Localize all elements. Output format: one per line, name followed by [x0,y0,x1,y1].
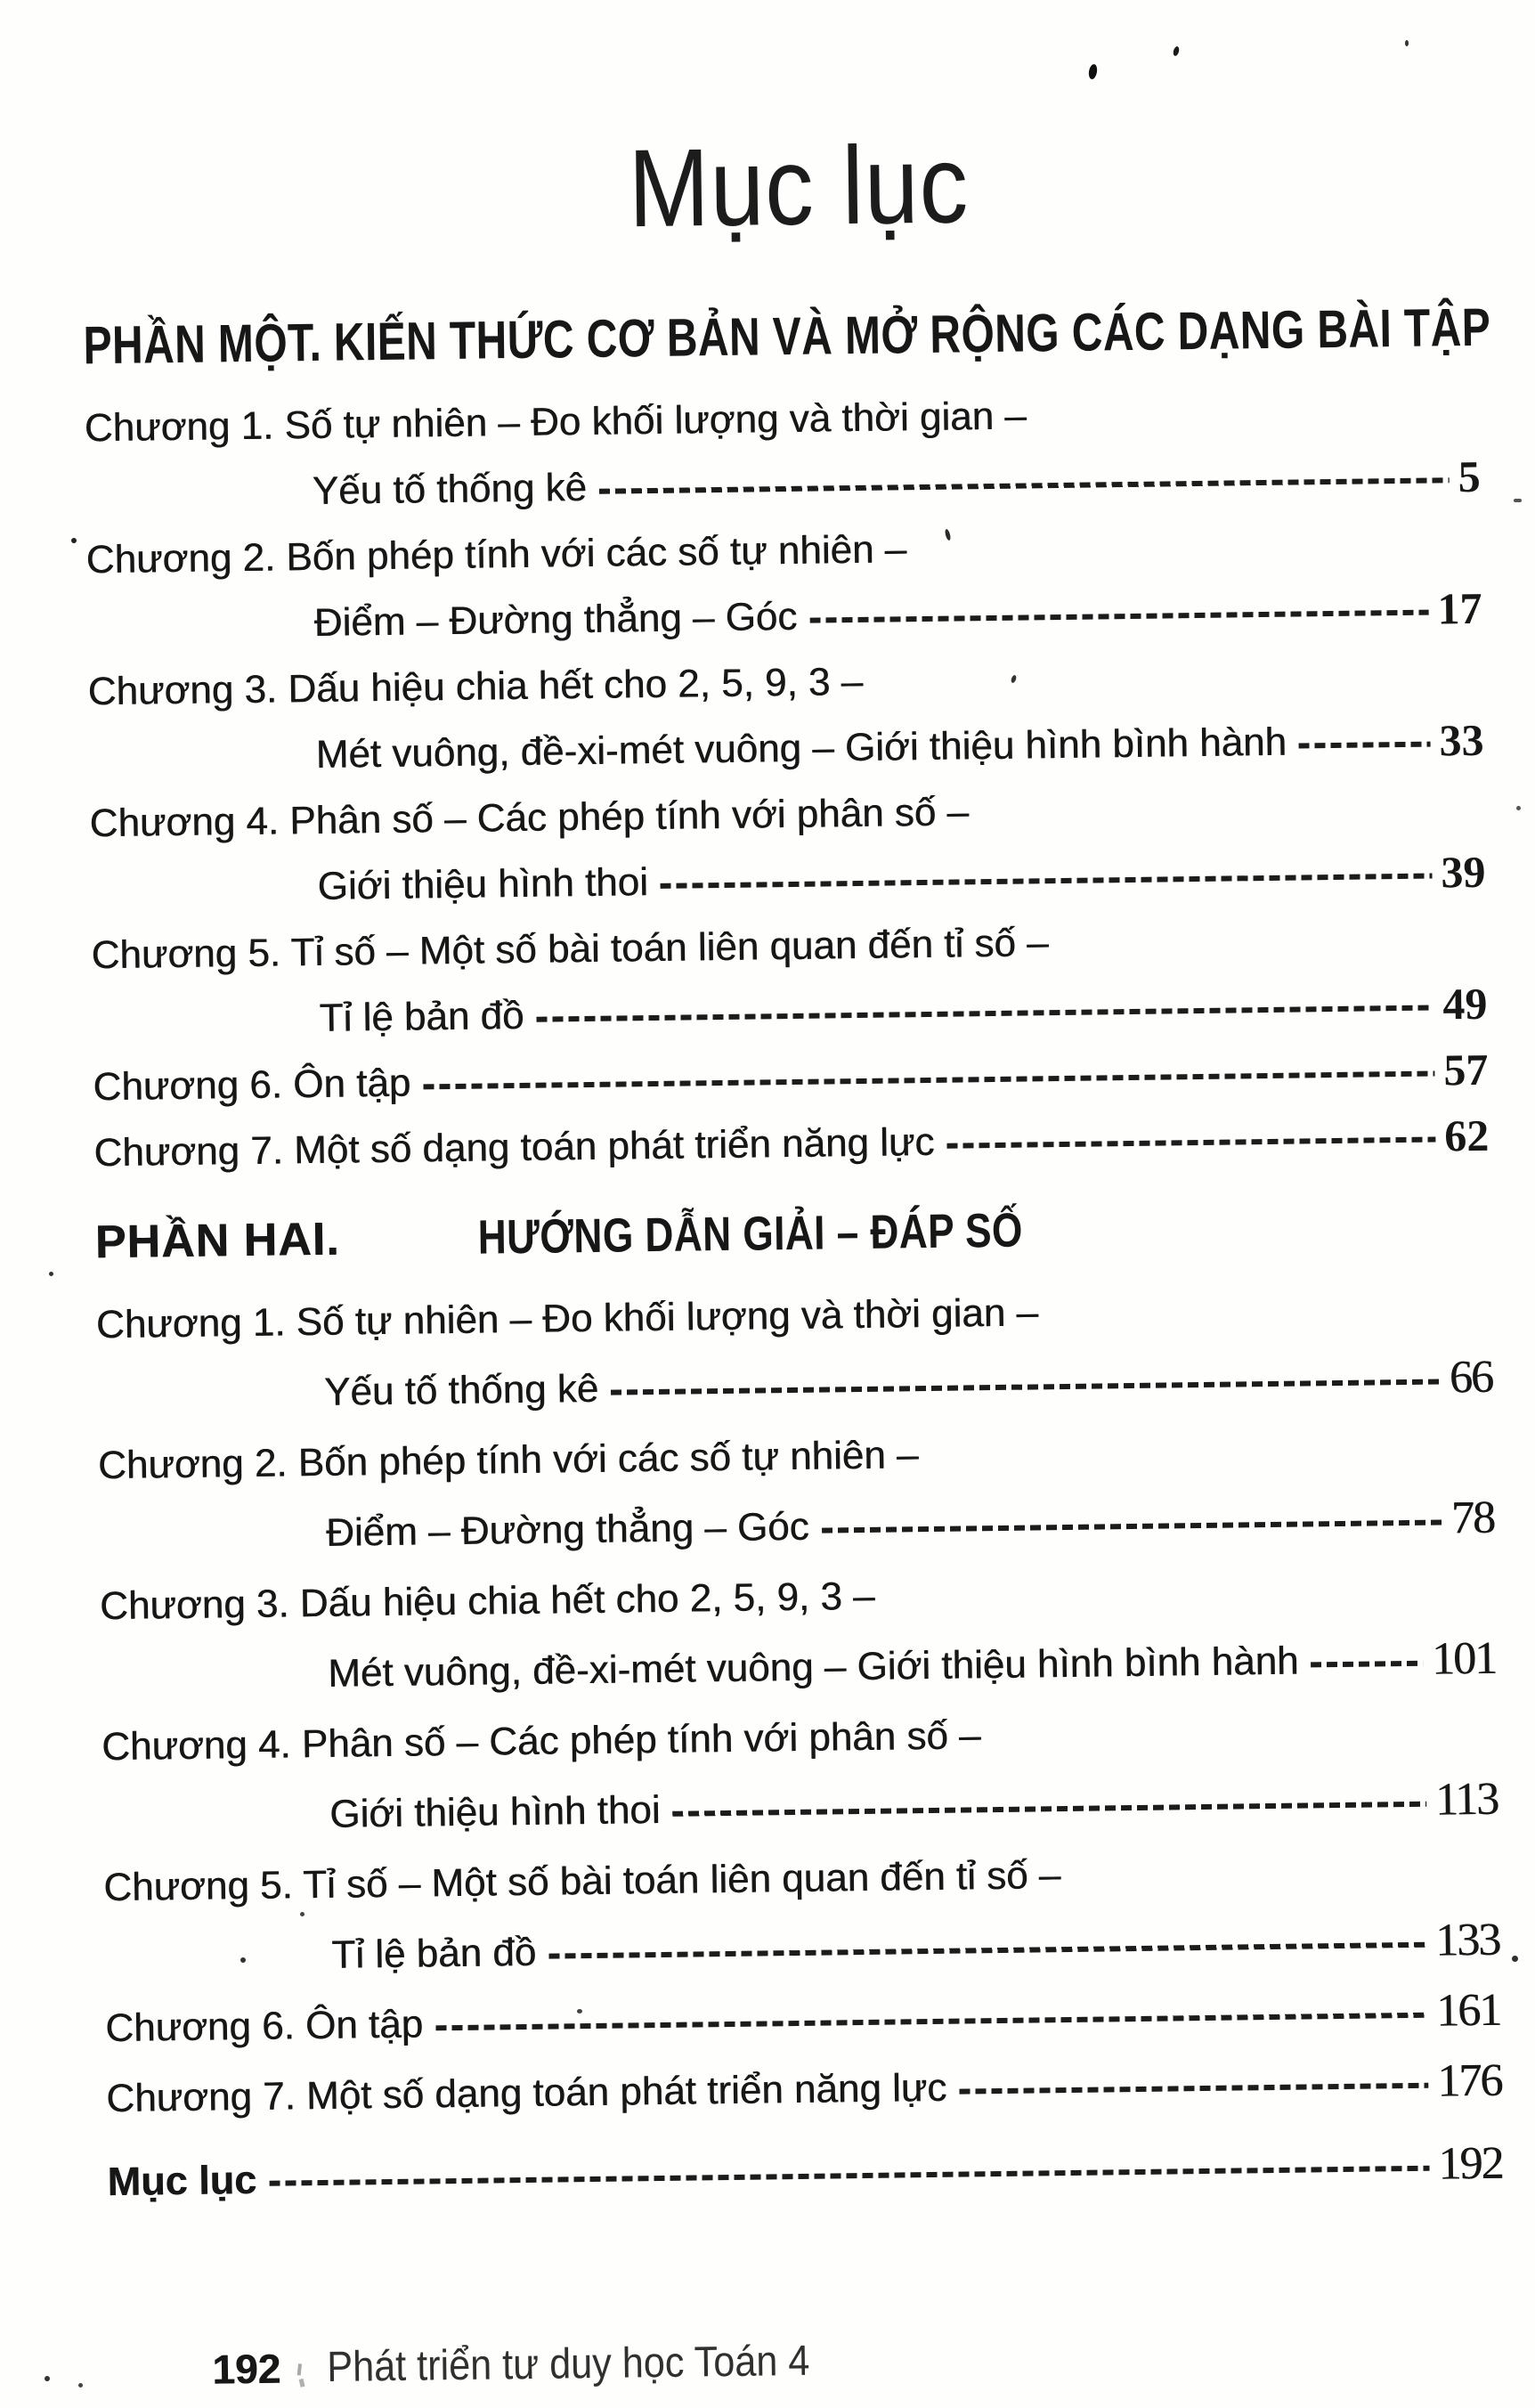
entry-title: Chương 3. Dấu hiệu chia hết cho 2, 5, 9, 3 – [87,659,864,714]
ink-smudge [295,2356,309,2388]
page-number: 39 [1441,846,1486,898]
dotted-leader [548,1942,1426,1959]
page-number: 62 [1443,1110,1490,1161]
part-two-heading [94,1176,1490,1271]
part-two-title: HƯỚNG DẪN GIẢI – ĐÁP SỐ [477,1203,1023,1265]
toc-entry [103,1826,1500,1984]
noise-speck [1512,1956,1518,1962]
page-number: 192 [1438,2137,1503,2190]
page-number: 101 [1431,1632,1497,1685]
dotted-leader [423,1071,1434,1090]
entry-title: Chương 6. Ôn tập [105,2002,424,2051]
page-number: 33 [1439,714,1484,766]
noise-speck [78,2383,83,2388]
toc-entry-index [107,2119,1503,2209]
entry-title: Chương 7. Một số dạng toán phát triển năng lực [93,1119,935,1176]
dotted-leader [946,1137,1435,1149]
entry-title: Chương 5. Tỉ số – Một số bài toán liên quan đến tỉ số – [102,1853,1061,1910]
entry-title: Chương 1. Số tự nhiên – Đo khối lượng và thời gian – [95,1290,1039,1347]
page-footer [212,2337,864,2394]
noise-speck [1514,499,1522,502]
toc-entry [91,898,1488,1047]
noise-speck [577,2009,582,2013]
entry-subtitle: Mét vuông, đề-xi-mét vuông – Giới thiệu hình bình hành [315,720,1287,777]
entry-subtitle: Mét vuông, đề-xi-mét vuông – Giới thiệu hình bình hành [327,1639,1299,1696]
page-number: 66 [1449,1351,1493,1403]
page-number: 17 [1437,582,1482,634]
footer-page-number: 192 [212,2345,281,2393]
noise-speck [71,538,77,543]
entry-subtitle: Điểm – Đường thẳng – Góc [313,594,798,645]
noise-speck [49,1272,53,1276]
noise-speck [300,1912,305,1916]
dotted-leader [959,2083,1428,2095]
page-title: Mục lục [627,123,970,251]
entry-subtitle: Tỉ lệ bản đồ [330,1930,537,1977]
entry-title: Chương 2. Bốn phép tính với các số tự nhiên – [97,1433,919,1488]
entry-title: Chương 1. Số tự nhiên – Đo khối lượng và thời gian – [84,394,1027,451]
page-number: 78 [1450,1492,1495,1544]
entry-subtitle: Yếu tố thống kê [312,465,588,513]
dotted-leader [809,610,1428,623]
dotted-leader [611,1379,1441,1395]
dotted-leader [1299,742,1431,749]
page-number: 133 [1434,1914,1500,1966]
page-number: 49 [1442,978,1488,1029]
toc-entry [102,1685,1498,1843]
part-two-label: PHẦN HAI. [94,1213,340,1269]
part-one-heading: PHẦN MỘT. KIẾN THỨC CƠ BẢN VÀ MỞ RỘNG CÁC DẠNG BÀI TẬP [83,297,1491,376]
part-one-entries [84,370,1489,1179]
entry-subtitle: Tỉ lệ bản đồ [319,993,524,1040]
page-number: 161 [1435,1984,1501,2037]
dotted-leader [672,1802,1426,1817]
noise-speck [45,2376,50,2381]
entry-title: Chương 4. Phân số – Các phép tính với phân số – [89,790,970,846]
dotted-leader [435,2013,1427,2031]
footer-book-title: Phát triển tư duy học Toán 4 [326,2337,810,2391]
dotted-leader [536,1005,1433,1022]
entry-subtitle: Giới thiệu hình thoi [329,1787,661,1836]
part-two-entries [95,1263,1502,2208]
dotted-leader [269,2166,1429,2186]
entry-title: Chương 5. Tỉ số – Một số bài toán liên quan đến tỉ số – [91,921,1049,978]
entry-title: Chương 7. Một số dạng toán phát triển năng lực [106,2065,947,2121]
dotted-leader [661,874,1433,889]
entry-subtitle: Điểm – Đường thẳng – Góc [325,1504,809,1555]
entry-title: Chương 6. Ôn tập [93,1061,411,1110]
entry-title: Chương 2. Bốn phép tính với các số tự nhiên – [85,527,907,582]
entry-title: Chương 3. Dấu hiệu chia hết cho 2, 5, 9, 3 – [99,1574,875,1629]
entry-subtitle: Yếu tố thống kê [323,1366,599,1414]
page-number: 5 [1458,451,1482,502]
toc-entry [99,1544,1496,1703]
entry-title: Mục lục [107,2156,257,2205]
toc-entry [89,766,1486,915]
toc-entry [85,502,1482,652]
dotted-leader [822,1519,1442,1533]
noise-speck [1516,806,1521,810]
entry-subtitle: Giới thiệu hình thoi [317,860,649,908]
noise-speck [1405,40,1409,46]
page-number: 113 [1434,1773,1498,1826]
entry-title: Chương 4. Phân số – Các phép tính với phân số – [101,1713,981,1769]
noise-speck [240,1957,246,1963]
page-content [79,27,1503,2393]
page-number: 176 [1436,2054,1502,2107]
toc-entry [95,1263,1492,1421]
dotted-leader [599,477,1450,493]
dotted-leader [1311,1661,1423,1668]
toc-entry [84,370,1481,520]
toc-entry [87,634,1484,784]
page-number: 57 [1443,1044,1489,1095]
toc-entry [97,1403,1494,1562]
